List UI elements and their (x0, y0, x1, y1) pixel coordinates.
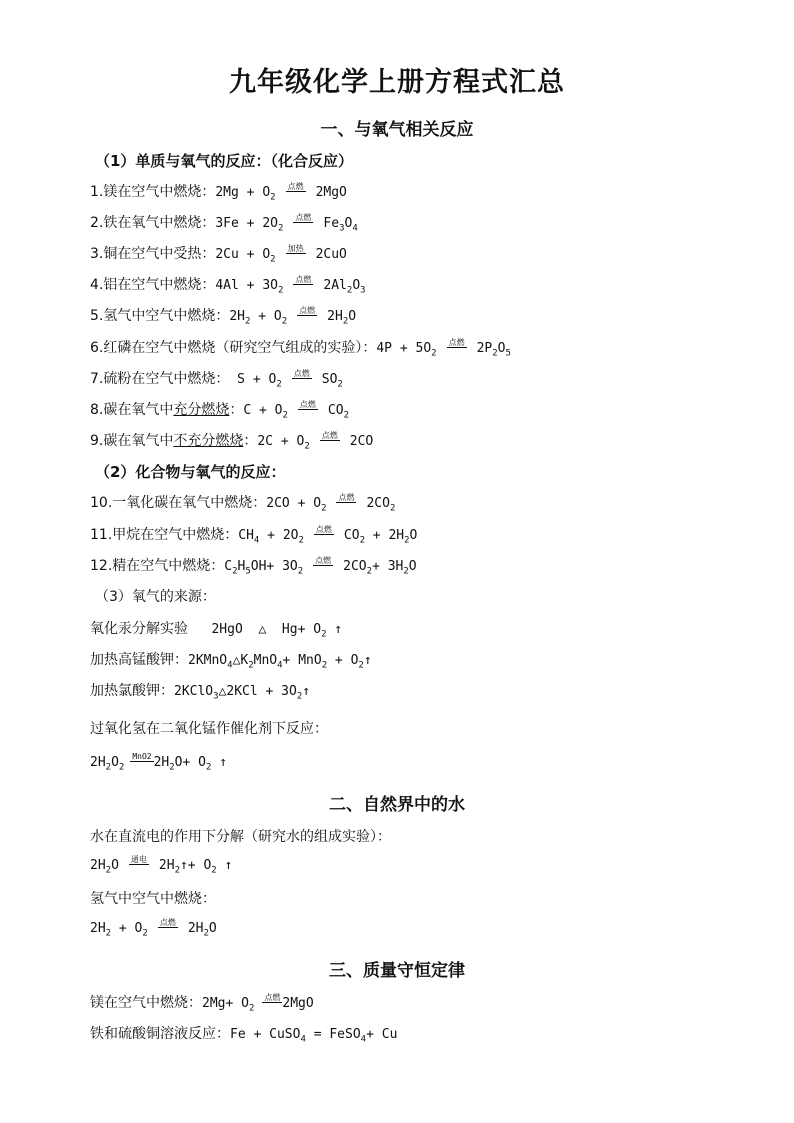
condition-label: MnO2 (132, 752, 152, 761)
equation-line (90, 920, 217, 939)
equation: $2Cu + O_2$加热 2CuO (215, 244, 347, 265)
equation-line (90, 555, 417, 577)
condition-label: 点燃 (448, 338, 465, 347)
condition-label: 点燃 (295, 275, 312, 284)
subheading-oxygen-source: （3）氧气的来源： (95, 589, 216, 605)
equation-label: 2.铁在氧气中燃烧： (90, 215, 216, 231)
equation-label: 8.碳在氧气中充分燃烧： (90, 402, 244, 418)
equation: $2C + O_2$点燃 2CO (257, 431, 374, 452)
equation-label: 11.甲烷在空气中燃烧： (90, 527, 239, 543)
equation: $2H_2O_2MnO2$ $2H_2O+ O_2$ ↑ (90, 752, 228, 773)
condition-label: 点燃 (321, 431, 338, 440)
condition-label: 点燃 (264, 993, 281, 1002)
equation-label: 10.一氧化碳在氧气中燃烧： (90, 495, 267, 511)
section-heading-oxygen: 一、与氧气相关反应 (320, 120, 474, 140)
equation: $C_2H_5OH+ 3O_2$点燃 $2CO_2+ 3H_2O$ (224, 556, 417, 577)
equation: $4P + 5O_2$点燃 $2P_2O_5$ (376, 338, 511, 359)
condition-label: 点燃 (299, 306, 316, 315)
text-line: 氢气中空气中燃烧： (90, 891, 216, 907)
equation-line (90, 680, 310, 702)
condition-label: 通电 (130, 855, 147, 864)
condition-label: 点燃 (338, 493, 355, 502)
equation-line (90, 1023, 397, 1045)
equation-line (90, 181, 347, 203)
equation-line (90, 992, 314, 1014)
equation-line (90, 274, 366, 296)
equation-line (90, 399, 349, 421)
equation-line (90, 492, 395, 514)
equation: $3Fe + 2O_2$点燃 $Fe_3O_4$ (215, 213, 358, 234)
equation-label: 5.氢气中空气中燃烧： (90, 308, 230, 324)
subheading-compounds-oxygen: （2）化合物与氧气的反应： (95, 463, 286, 481)
condition-label: 点燃 (299, 400, 316, 409)
equation-line (90, 305, 356, 327)
equation-line (90, 337, 511, 359)
equation-line (90, 212, 358, 234)
condition-label: 点燃 (287, 182, 304, 191)
equation: $2Mg+ O_2$点燃 2MgO (202, 993, 314, 1014)
equation-label: 镁在空气中燃烧： (90, 995, 202, 1011)
equation-label: 6.红磷在空气中燃烧（研究空气组成的实验）： (90, 340, 377, 356)
equation-line (90, 754, 227, 773)
condition-label: 点燃 (293, 369, 310, 378)
equation: $2H_2 + O_2$点燃 $2H_2O$ (90, 918, 217, 939)
condition-label: 点燃 (315, 525, 332, 534)
equation: 2KClO$_3$△2KCl + $3O_2↑$ (174, 684, 311, 702)
equation-label: 12.精在空气中燃烧： (90, 558, 225, 574)
equation-line (90, 243, 347, 265)
equation: 2HgO △ $Hg+ O_2$ ↑ (188, 622, 343, 640)
condition-label: 加热 (287, 244, 304, 253)
equation-line (90, 857, 232, 876)
subheading-elements-oxygen: （1）单质与氧气的反应：（化合反应） (95, 152, 353, 170)
condition-label: 点燃 (159, 918, 176, 927)
equation-line (90, 524, 417, 546)
equation: $2H_2 + O_2$点燃 $2H_2O$ (229, 306, 357, 327)
section-heading-water: 二、自然界中的水 (329, 795, 465, 815)
equation: Fe + CuSO$_4$ = FeSO$_4$+ Cu (230, 1027, 398, 1045)
equation-label: 加热氯酸钾： (90, 683, 174, 699)
equation-line (90, 430, 373, 452)
equation: $4Al + 3O_2$点燃 $2Al_2O_3$ (215, 275, 366, 296)
equation-label: 4.铝在空气中燃烧： (90, 277, 216, 293)
page-title: 九年级化学上册方程式汇总 (229, 67, 565, 98)
equation-line (90, 618, 342, 640)
equation: $CH_4 + 2O_2$点燃 $CO_2 + 2H_2O$ (238, 525, 418, 546)
equation-label: 1.镁在空气中燃烧： (90, 184, 216, 200)
equation: $2Mg + O_2$点燃 2MgO (215, 182, 347, 203)
equation-label: 铁和硫酸铜溶液反应： (90, 1026, 230, 1042)
text-line: 水在直流电的作用下分解（研究水的组成实验）： (90, 829, 391, 845)
equation: $2KMnO_4\triangle K_2MnO_4+ MnO_2$ + $O_2↑$ (188, 653, 372, 671)
equation: $2CO + O_2$点燃 $2CO_2$ (266, 493, 396, 514)
equation-label: 加热高锰酸钾： (90, 652, 188, 668)
equation-label: 7.硫粉在空气中燃烧： (90, 371, 230, 387)
condition-label: 点燃 (315, 556, 332, 565)
equation-line (90, 649, 372, 671)
equation-label: 氧化汞分解实验 (90, 621, 188, 637)
equation: $S + O_2$点燃 $SO_2$ (229, 369, 343, 390)
section-heading-mass-conservation: 三、质量守恒定律 (329, 961, 465, 981)
text-line: 过氧化氢在二氧化锰作催化剂下反应： (90, 721, 328, 737)
condition-label: 点燃 (295, 213, 312, 222)
equation-label: 9.碳在氧气中不充分燃烧： (90, 433, 258, 449)
equation: $C + O_2$点燃 $CO_2$ (243, 400, 349, 421)
equation-label: 3.铜在空气中受热： (90, 246, 216, 262)
equation-line (90, 368, 343, 390)
equation: $2H_2O$ 通电 $2H_2↑+ O_2$ ↑ (90, 855, 233, 876)
